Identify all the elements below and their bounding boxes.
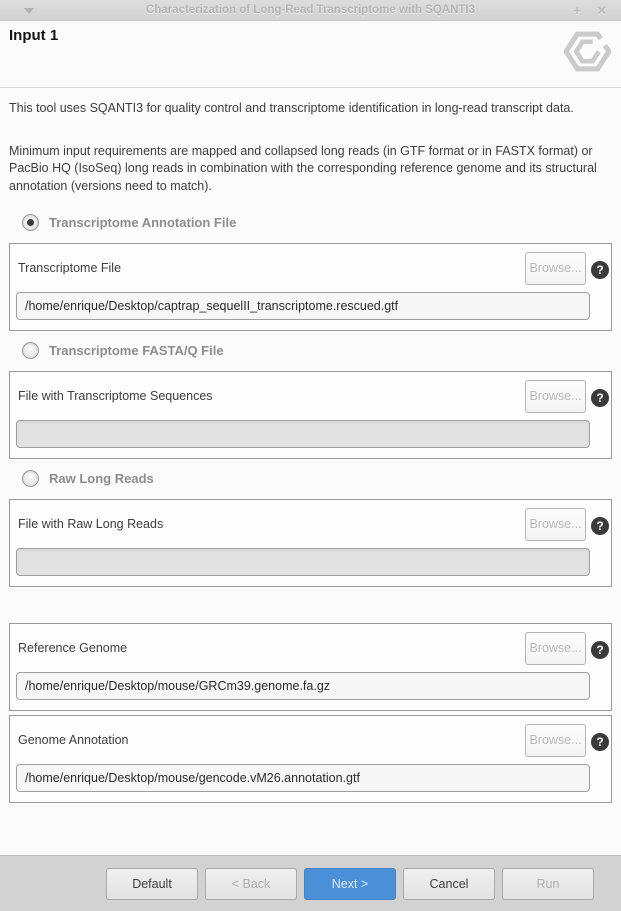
radio-label-transcriptome-fastaq[interactable]: Transcriptome FASTA/Q File bbox=[49, 342, 224, 358]
radio-row-transcriptome-fastaq bbox=[9, 341, 612, 359]
radio-row-raw-long-reads bbox=[9, 469, 612, 487]
browse-button-transcriptome-file[interactable]: Browse... bbox=[525, 252, 586, 285]
maximize-icon[interactable]: + bbox=[573, 3, 581, 18]
description-line-2: Minimum input requirements are mapped and collapsed long reads (in GTF format or in FASTX format) or PacBio HQ (IsoSeq) long reads in combination with the corresponding reference genome and its structural annotation (versions need to match). bbox=[9, 143, 597, 193]
field-label-raw-long-reads: File with Raw Long Reads bbox=[18, 517, 164, 531]
transcriptome-file-input[interactable] bbox=[16, 292, 590, 320]
radio-label-raw-long-reads[interactable]: Raw Long Reads bbox=[49, 470, 154, 486]
browse-button-transcriptome-sequences[interactable]: Browse... bbox=[525, 380, 586, 413]
default-button[interactable]: Default bbox=[106, 868, 198, 900]
run-button: Run bbox=[502, 868, 594, 900]
help-icon-reference-genome[interactable]: ? bbox=[591, 641, 609, 659]
groupbox-transcriptome-file bbox=[9, 243, 612, 331]
browse-button-reference-genome[interactable]: Browse... bbox=[525, 632, 586, 665]
groupbox-transcriptome-sequences bbox=[9, 371, 612, 459]
browse-button-raw-long-reads[interactable]: Browse... bbox=[525, 508, 586, 541]
back-button: < Back bbox=[205, 868, 297, 900]
sqanti3-logo-icon bbox=[564, 28, 611, 80]
help-icon-transcriptome-file[interactable]: ? bbox=[591, 261, 609, 279]
transcriptome-sequences-input bbox=[16, 420, 590, 448]
help-icon-raw-long-reads[interactable]: ? bbox=[591, 517, 609, 535]
raw-long-reads-input bbox=[16, 548, 590, 576]
genome-annotation-input[interactable] bbox=[16, 764, 590, 792]
close-icon[interactable]: ✕ bbox=[596, 3, 607, 18]
groupbox-reference-genome bbox=[9, 623, 612, 711]
field-label-genome-annotation: Genome Annotation bbox=[18, 733, 129, 747]
page-title: Input 1 bbox=[9, 27, 59, 44]
help-icon-genome-annotation[interactable]: ? bbox=[591, 733, 609, 751]
reference-genome-input[interactable] bbox=[16, 672, 590, 700]
next-button[interactable]: Next > bbox=[304, 868, 396, 900]
radio-raw-long-reads[interactable] bbox=[22, 470, 39, 487]
radio-transcriptome-annotation[interactable] bbox=[22, 214, 39, 231]
groupbox-genome-annotation bbox=[9, 715, 612, 803]
radio-row-transcriptome-annotation bbox=[9, 213, 612, 231]
radio-label-transcriptome-annotation[interactable]: Transcriptome Annotation File bbox=[49, 214, 237, 230]
browse-button-genome-annotation[interactable]: Browse... bbox=[525, 724, 586, 757]
description-line-1: This tool uses SQANTI3 for quality control and transcriptome identification in long-read transcript data. bbox=[9, 101, 574, 115]
help-icon-transcriptome-sequences[interactable]: ? bbox=[591, 389, 609, 407]
footer-button-bar bbox=[0, 855, 621, 911]
page-header bbox=[0, 21, 621, 88]
field-label-transcriptome-sequences: File with Transcriptome Sequences bbox=[18, 389, 213, 403]
window-shade-icon[interactable] bbox=[24, 8, 34, 14]
field-label-reference-genome: Reference Genome bbox=[18, 641, 128, 655]
window-title: Characterization of Long-Read Transcriptome with SQANTI3 bbox=[145, 4, 476, 16]
main-content bbox=[0, 100, 621, 803]
field-label-transcriptome-file: Transcriptome File bbox=[18, 261, 122, 275]
window-titlebar bbox=[0, 0, 621, 21]
radio-transcriptome-fastaq[interactable] bbox=[22, 342, 39, 359]
cancel-button[interactable]: Cancel bbox=[403, 868, 495, 900]
groupbox-raw-long-reads bbox=[9, 499, 612, 587]
